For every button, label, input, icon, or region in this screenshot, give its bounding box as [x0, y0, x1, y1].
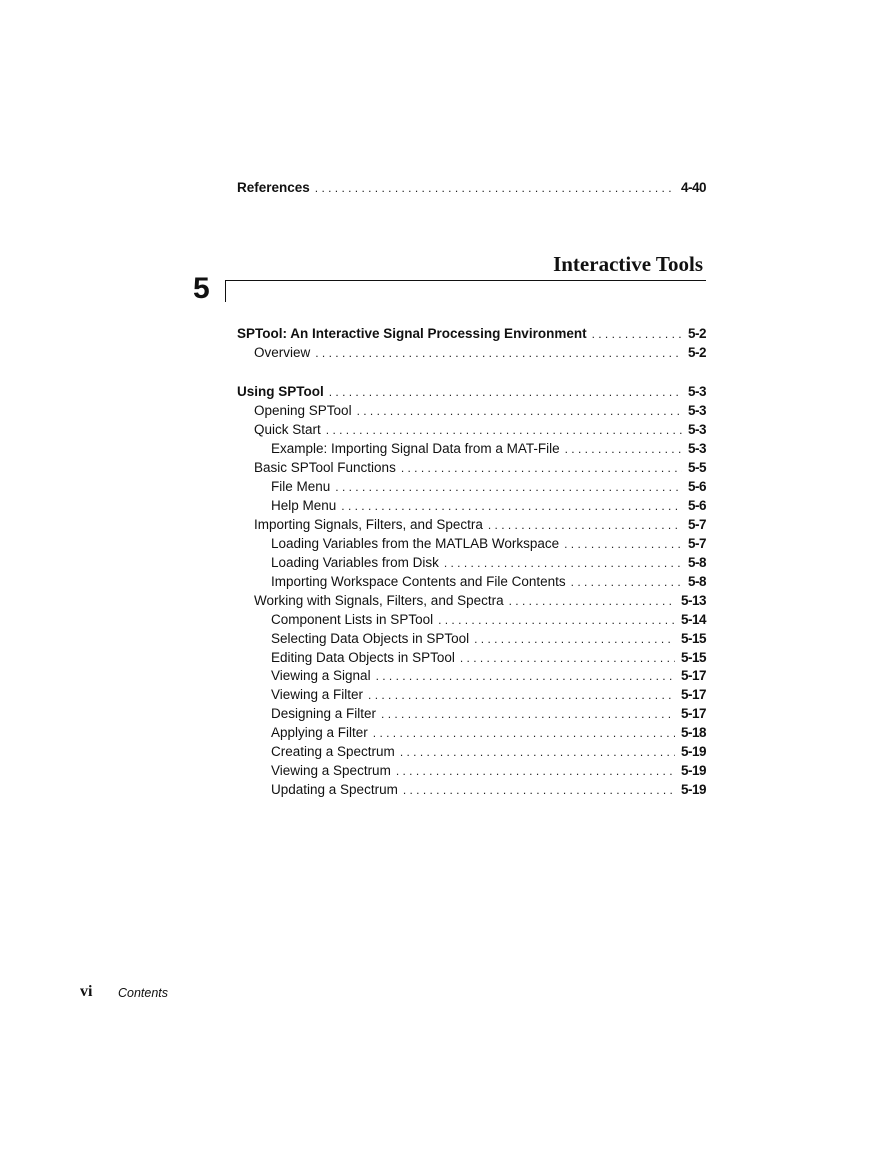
toc-entry-label: Importing Workspace Contents and File Contents	[271, 574, 566, 589]
toc-page-number: 5-15	[680, 650, 706, 665]
dot-leader	[368, 686, 675, 705]
dot-leader	[474, 630, 675, 649]
dot-leader	[400, 743, 675, 762]
dot-leader	[357, 402, 682, 421]
dot-leader	[444, 554, 682, 573]
toc-page-number: 5-17	[680, 706, 706, 721]
toc-entry-label: Quick Start	[254, 422, 321, 437]
toc-page-number: 5-15	[680, 631, 706, 646]
dot-leader	[401, 459, 682, 478]
toc-entry-label: Help Menu	[271, 498, 337, 513]
toc-entry-label: Using SPTool	[237, 384, 324, 399]
toc-entry[interactable]	[271, 761, 706, 780]
toc-entry[interactable]	[271, 648, 706, 667]
footer-section-label: Contents	[118, 986, 169, 1000]
toc-page-number: 5-7	[687, 517, 706, 532]
toc-entry[interactable]	[254, 401, 706, 420]
page-folio: vi	[80, 983, 93, 1000]
toc-entry[interactable]	[237, 382, 706, 401]
dot-leader	[403, 781, 675, 800]
toc-page-number: 5-3	[687, 384, 706, 399]
toc-entry[interactable]	[271, 610, 706, 629]
dot-leader	[329, 383, 682, 402]
toc-page-number: 5-3	[687, 422, 706, 437]
toc-page-number: 5-2	[687, 326, 706, 341]
toc-page-number: 5-17	[680, 687, 706, 702]
toc-page-number: 5-6	[687, 479, 706, 494]
dot-leader	[315, 344, 682, 363]
dot-leader	[376, 667, 675, 686]
toc-entry[interactable]	[254, 515, 706, 534]
chapter-number: 5	[193, 272, 210, 305]
toc-entry[interactable]	[271, 723, 706, 742]
toc-entry-label: Opening SPTool	[254, 403, 352, 418]
dot-leader	[326, 421, 682, 440]
toc-page-number: 5-6	[687, 498, 706, 513]
dot-leader	[565, 440, 682, 459]
toc-entry[interactable]	[271, 704, 706, 723]
toc-entry[interactable]	[271, 666, 706, 685]
chapter-rule	[225, 280, 706, 281]
dot-leader	[335, 478, 682, 497]
toc-entry-label: SPTool: An Interactive Signal Processing Environment	[237, 326, 587, 341]
toc-entry-label: Viewing a Filter	[271, 687, 364, 702]
toc-entry[interactable]	[271, 629, 706, 648]
dot-leader	[396, 762, 675, 781]
toc-entry-label: Updating a Spectrum	[271, 782, 398, 797]
dot-leader	[564, 535, 682, 554]
toc-page-number: 5-17	[680, 668, 706, 683]
toc-entry-label: Selecting Data Objects in SPTool	[271, 631, 470, 646]
toc-page-number: 5-3	[687, 441, 706, 456]
toc-page-number: 5-13	[680, 593, 706, 608]
toc-page-number: 5-5	[687, 460, 706, 475]
toc-entry[interactable]	[254, 591, 706, 610]
toc-entry-label: Designing a Filter	[271, 706, 377, 721]
toc-page-number: 5-19	[680, 763, 706, 778]
toc-entry-label: Applying a Filter	[271, 725, 368, 740]
toc-page-number: 5-19	[680, 782, 706, 797]
toc-page-number: 5-2	[687, 345, 706, 360]
toc-page-number: 5-19	[680, 744, 706, 759]
toc-entry[interactable]	[271, 496, 706, 515]
chapter-rule-tick	[225, 280, 226, 302]
toc-entry-label: Importing Signals, Filters, and Spectra	[254, 517, 483, 532]
toc-entry[interactable]	[254, 343, 706, 362]
dot-leader	[571, 573, 682, 592]
toc-entry[interactable]	[237, 324, 706, 343]
toc-page-number: 5-8	[687, 555, 706, 570]
toc-entry-label: Creating a Spectrum	[271, 744, 395, 759]
chapter-title: Interactive Tools	[553, 252, 703, 276]
toc-entry[interactable]	[271, 572, 706, 591]
dot-leader	[315, 179, 675, 198]
toc-entry[interactable]	[271, 742, 706, 761]
dot-leader	[373, 724, 675, 743]
toc-entry-label: File Menu	[271, 479, 331, 494]
toc-entry[interactable]	[271, 780, 706, 799]
toc-entry-label: References	[237, 180, 310, 195]
toc-page-number: 5-3	[687, 403, 706, 418]
toc-entry-label: Editing Data Objects in SPTool	[271, 650, 455, 665]
toc-page-number: 4-40	[680, 180, 706, 195]
toc-entry[interactable]	[271, 685, 706, 704]
toc-entry-label: Loading Variables from Disk	[271, 555, 439, 570]
toc-entry[interactable]	[271, 553, 706, 572]
toc-entry-label: Viewing a Signal	[271, 668, 371, 683]
toc-entry-references[interactable]	[237, 178, 706, 197]
toc-entry-label: Basic SPTool Functions	[254, 460, 396, 475]
toc-entry[interactable]	[271, 439, 706, 458]
toc-entry-label: Component Lists in SPTool	[271, 612, 434, 627]
toc-entry-label: Overview	[254, 345, 311, 360]
toc-page-number: 5-8	[687, 574, 706, 589]
dot-leader	[488, 516, 682, 535]
dot-leader	[438, 611, 675, 630]
toc-entry[interactable]	[271, 477, 706, 496]
toc-entry-label: Example: Importing Signal Data from a MAT-File	[271, 441, 560, 456]
dot-leader	[381, 705, 675, 724]
toc-entry-label: Viewing a Spectrum	[271, 763, 391, 778]
toc-entry-label: Working with Signals, Filters, and Spectra	[254, 593, 504, 608]
toc-page-number: 5-14	[680, 612, 706, 627]
dot-leader	[341, 497, 682, 516]
toc-page-number: 5-7	[687, 536, 706, 551]
dot-leader	[509, 592, 675, 611]
dot-leader	[592, 325, 682, 344]
toc-entry[interactable]	[254, 458, 706, 477]
toc-entry[interactable]	[254, 420, 706, 439]
toc-entry-label: Loading Variables from the MATLAB Workspace	[271, 536, 560, 551]
toc-entry[interactable]	[271, 534, 706, 553]
toc-page-number: 5-18	[680, 725, 706, 740]
